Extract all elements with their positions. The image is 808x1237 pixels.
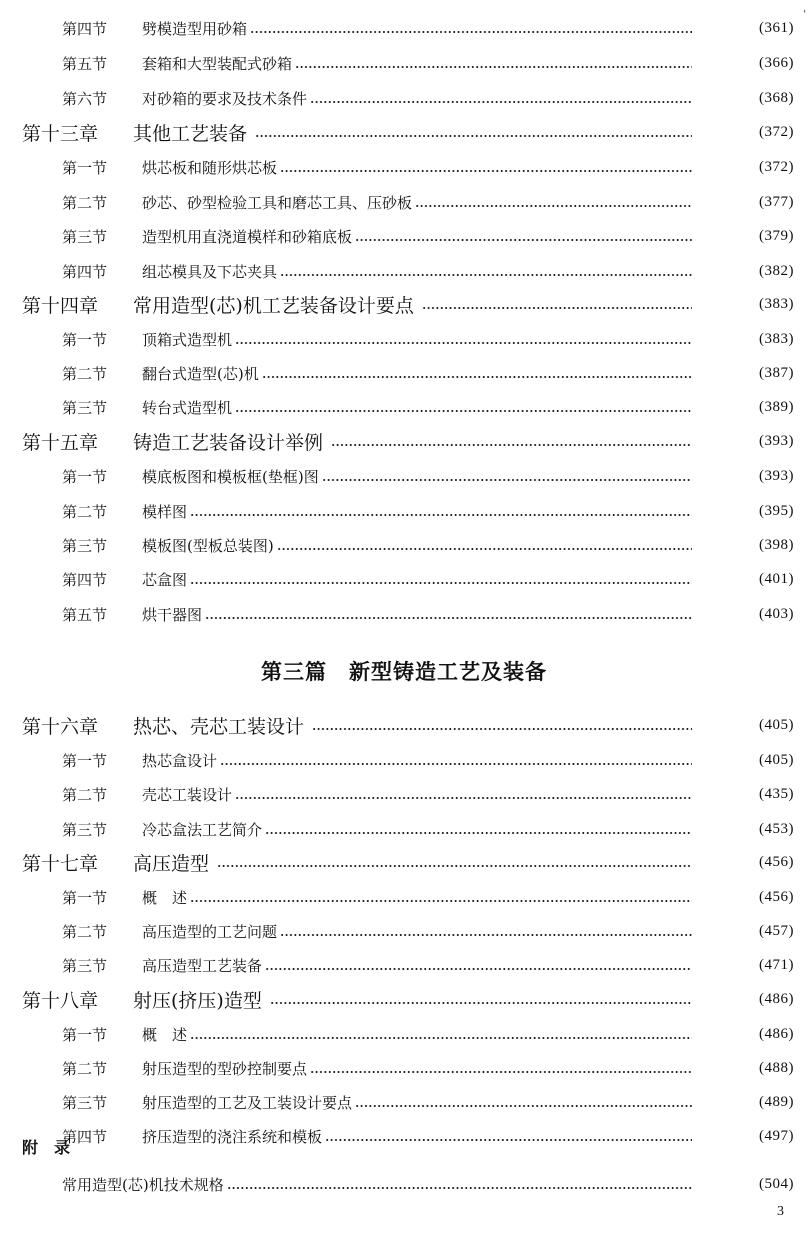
page-reference: (486) bbox=[759, 1025, 794, 1042]
dot-leader bbox=[255, 135, 692, 137]
dot-leader bbox=[312, 728, 692, 730]
section-title: 砂芯、砂型检验工具和磨芯工具、压砂板 bbox=[142, 193, 413, 212]
page-reference: (379) bbox=[759, 227, 794, 244]
page-reference: (393) bbox=[759, 432, 794, 449]
section-number: 第五节 bbox=[62, 54, 108, 73]
appendix-heading: 附 录 bbox=[22, 1138, 71, 1157]
dot-leader bbox=[310, 101, 692, 103]
page-reference: (377) bbox=[759, 193, 794, 210]
section-title: 热芯盒设计 bbox=[142, 751, 218, 770]
section-number: 第五节 bbox=[62, 605, 108, 624]
section-number: 第三节 bbox=[62, 820, 108, 839]
page-reference: (435) bbox=[759, 785, 794, 802]
dot-leader bbox=[280, 274, 692, 276]
dot-leader bbox=[422, 307, 692, 309]
dot-leader bbox=[235, 797, 692, 799]
chapter-title: 铸造工艺装备设计举例 bbox=[133, 428, 329, 455]
toc-entry-chapter[interactable] bbox=[0, 711, 808, 739]
section-title: 概 述 bbox=[142, 1025, 188, 1044]
section-number: 第三节 bbox=[62, 398, 108, 417]
section-title: 模底板图和模板框(垫框)图 bbox=[142, 467, 319, 486]
section-number: 第四节 bbox=[62, 262, 108, 281]
section-title: 射压造型的型砂控制要点 bbox=[142, 1059, 308, 1078]
section-number: 第三节 bbox=[62, 956, 108, 975]
toc-entry-section[interactable] bbox=[0, 153, 808, 181]
page-reference: (372) bbox=[759, 158, 794, 175]
chapter-number: 第十四章 bbox=[22, 294, 99, 317]
section-title: 高压造型工艺装备 bbox=[142, 956, 263, 975]
page-reference: (395) bbox=[759, 502, 794, 519]
page-reference: (389) bbox=[759, 398, 794, 415]
chapter-title: 常用造型(芯)机工艺装备设计要点 bbox=[133, 291, 420, 318]
section-number: 第六节 bbox=[62, 89, 108, 108]
toc-entry-section[interactable] bbox=[0, 883, 808, 911]
section-title: 壳芯工装设计 bbox=[142, 785, 233, 804]
section-number: 第二节 bbox=[62, 193, 108, 212]
toc-entry-section[interactable] bbox=[0, 222, 808, 250]
page-reference: (372) bbox=[759, 123, 794, 140]
dot-leader bbox=[415, 205, 692, 207]
toc-entry-section[interactable] bbox=[0, 1122, 808, 1150]
dot-leader bbox=[235, 410, 692, 412]
chapter-number: 第十三章 bbox=[22, 122, 99, 145]
toc-entry-chapter[interactable] bbox=[0, 985, 808, 1013]
page-reference: (393) bbox=[759, 467, 794, 484]
page-reference: (398) bbox=[759, 536, 794, 553]
page-reference: (383) bbox=[759, 295, 794, 312]
page-reference: (489) bbox=[759, 1093, 794, 1110]
dot-leader bbox=[331, 444, 692, 446]
page-reference: (497) bbox=[759, 1127, 794, 1144]
toc-entry-chapter[interactable] bbox=[0, 290, 808, 318]
toc-entry-section[interactable] bbox=[0, 49, 808, 77]
dot-leader bbox=[190, 582, 692, 584]
section-title: 劈模造型用砂箱 bbox=[142, 19, 248, 38]
toc-entry-section[interactable] bbox=[0, 600, 808, 628]
section-number: 第一节 bbox=[62, 751, 108, 770]
appendix-item-title: 常用造型(芯)机技术规格 bbox=[62, 1175, 224, 1194]
chapter-title: 热芯、壳芯工装设计 bbox=[133, 712, 310, 739]
toc-entry-section[interactable] bbox=[0, 497, 808, 525]
page-reference: (403) bbox=[759, 605, 794, 622]
toc-entry-chapter[interactable] bbox=[0, 848, 808, 876]
page-reference: (453) bbox=[759, 820, 794, 837]
dot-leader bbox=[262, 376, 692, 378]
toc-entry-chapter[interactable] bbox=[0, 118, 808, 146]
dot-leader bbox=[250, 31, 692, 33]
section-number: 第二节 bbox=[62, 502, 108, 521]
page-reference: (382) bbox=[759, 262, 794, 279]
chapter-number: 第十七章 bbox=[22, 852, 99, 875]
section-title: 转台式造型机 bbox=[142, 398, 233, 417]
chapter-title: 高压造型 bbox=[133, 849, 215, 876]
dot-leader bbox=[270, 1002, 692, 1004]
section-title: 冷芯盒法工艺简介 bbox=[142, 820, 263, 839]
dot-leader bbox=[295, 66, 692, 68]
chapter-number: 第十六章 bbox=[22, 715, 99, 738]
section-number: 第一节 bbox=[62, 467, 108, 486]
dot-leader bbox=[277, 548, 692, 550]
section-number: 第二节 bbox=[62, 922, 108, 941]
chapter-title: 射压(挤压)造型 bbox=[133, 986, 268, 1013]
toc-entry-section[interactable] bbox=[0, 1054, 808, 1082]
dot-leader bbox=[310, 1071, 692, 1073]
page-reference: (387) bbox=[759, 364, 794, 381]
page-reference: (383) bbox=[759, 330, 794, 347]
part-three-title: 第三篇 新型铸造工艺及装备 bbox=[261, 659, 547, 684]
page-reference: (361) bbox=[759, 19, 794, 36]
toc-entry-section[interactable] bbox=[0, 462, 808, 490]
section-title: 烘干器图 bbox=[142, 605, 203, 624]
section-number: 第四节 bbox=[62, 19, 108, 38]
page-reference: (401) bbox=[759, 570, 794, 587]
chapter-number: 第十八章 bbox=[22, 989, 99, 1012]
page-reference: (471) bbox=[759, 956, 794, 973]
section-number: 第三节 bbox=[62, 227, 108, 246]
dot-leader bbox=[227, 1187, 692, 1189]
dot-leader bbox=[217, 865, 692, 867]
page-reference: (405) bbox=[759, 716, 794, 733]
toc-entry-chapter[interactable] bbox=[0, 427, 808, 455]
toc-entry-section[interactable] bbox=[0, 565, 808, 593]
dot-leader bbox=[205, 617, 692, 619]
page-reference: (456) bbox=[759, 853, 794, 870]
chapter-title: 其他工艺装备 bbox=[133, 119, 253, 146]
section-number: 第一节 bbox=[62, 1025, 108, 1044]
dot-leader bbox=[325, 1139, 692, 1141]
toc-entry-section[interactable] bbox=[0, 14, 808, 42]
toc-entry-section[interactable] bbox=[0, 917, 808, 945]
toc-entry-section[interactable] bbox=[0, 325, 808, 353]
section-title: 顶箱式造型机 bbox=[142, 330, 233, 349]
page-reference: (488) bbox=[759, 1059, 794, 1076]
dot-leader bbox=[355, 1105, 692, 1107]
dot-leader bbox=[280, 170, 692, 172]
section-number: 第一节 bbox=[62, 158, 108, 177]
toc-entry-section[interactable] bbox=[0, 393, 808, 421]
section-number: 第四节 bbox=[62, 1127, 108, 1146]
section-number: 第二节 bbox=[62, 785, 108, 804]
section-title: 射压造型的工艺及工装设计要点 bbox=[142, 1093, 353, 1112]
section-title: 组芯模具及下芯夹具 bbox=[142, 262, 278, 281]
section-title: 套箱和大型装配式砂箱 bbox=[142, 54, 293, 73]
dot-leader bbox=[190, 900, 692, 902]
toc-entry-section[interactable] bbox=[0, 188, 808, 216]
page-reference: (366) bbox=[759, 54, 794, 71]
page-reference: (368) bbox=[759, 89, 794, 106]
toc-entry-section[interactable] bbox=[0, 1020, 808, 1048]
section-number: 第四节 bbox=[62, 570, 108, 589]
page-reference: (457) bbox=[759, 922, 794, 939]
dot-leader bbox=[190, 514, 692, 516]
toc-entry-section[interactable] bbox=[0, 257, 808, 285]
section-title: 造型机用直浇道模样和砂箱底板 bbox=[142, 227, 353, 246]
section-title: 概 述 bbox=[142, 888, 188, 907]
page-reference: (486) bbox=[759, 990, 794, 1007]
toc-entry-section[interactable] bbox=[0, 746, 808, 774]
section-title: 挤压造型的浇注系统和模板 bbox=[142, 1127, 323, 1146]
section-title: 模板图(型板总装图) bbox=[142, 536, 274, 555]
dot-leader bbox=[280, 934, 692, 936]
toc-entry-section[interactable] bbox=[0, 359, 808, 387]
toc-entry-section[interactable] bbox=[0, 1088, 808, 1116]
section-title: 芯盒图 bbox=[142, 570, 188, 589]
toc-entry-section[interactable] bbox=[0, 780, 808, 808]
dot-leader bbox=[190, 1037, 692, 1039]
section-title: 高压造型的工艺问题 bbox=[142, 922, 278, 941]
dot-leader bbox=[322, 479, 692, 481]
toc-entry-section[interactable] bbox=[0, 84, 808, 112]
dot-leader bbox=[265, 832, 692, 834]
page-reference: (504) bbox=[759, 1175, 794, 1192]
section-title: 对砂箱的要求及技术条件 bbox=[142, 89, 308, 108]
page-reference: (405) bbox=[759, 751, 794, 768]
section-number: 第一节 bbox=[62, 330, 108, 349]
toc-entry-appendix-item[interactable] bbox=[0, 1170, 808, 1198]
section-title: 烘芯板和随形烘芯板 bbox=[142, 158, 278, 177]
dot-leader bbox=[265, 968, 692, 970]
dot-leader bbox=[220, 763, 692, 765]
section-number: 第三节 bbox=[62, 1093, 108, 1112]
page-reference: (456) bbox=[759, 888, 794, 905]
page-number: 3 bbox=[777, 1204, 784, 1219]
toc-entry-section[interactable] bbox=[0, 815, 808, 843]
dot-leader bbox=[235, 342, 692, 344]
section-title: 翻台式造型(芯)机 bbox=[142, 364, 259, 383]
toc-entry-section[interactable] bbox=[0, 951, 808, 979]
section-number: 第一节 bbox=[62, 888, 108, 907]
toc-entry-section[interactable] bbox=[0, 531, 808, 559]
section-number: 第二节 bbox=[62, 364, 108, 383]
dot-leader bbox=[355, 239, 692, 241]
section-number: 第二节 bbox=[62, 1059, 108, 1078]
chapter-number: 第十五章 bbox=[22, 431, 99, 454]
section-title: 模样图 bbox=[142, 502, 188, 521]
section-number: 第三节 bbox=[62, 536, 108, 555]
corner-mark: ' bbox=[803, 10, 806, 20]
